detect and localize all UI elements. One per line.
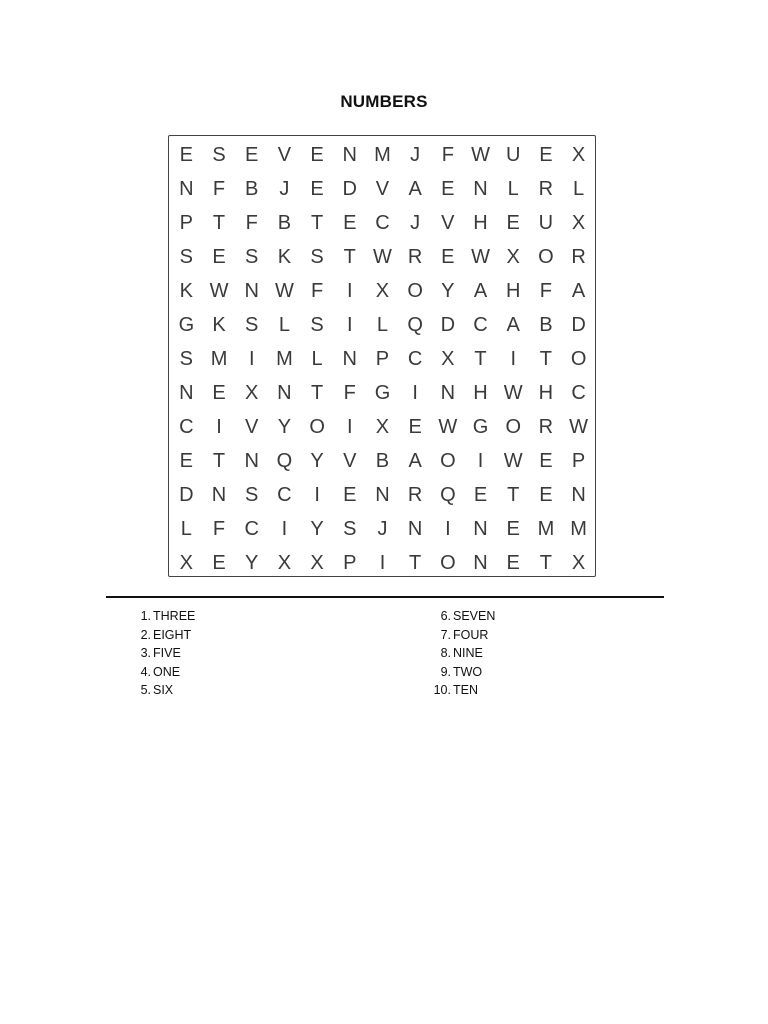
grid-letter[interactable]: K (179, 280, 194, 302)
grid-letter[interactable]: N (179, 178, 194, 200)
grid-letter[interactable]: H (473, 212, 488, 234)
grid-letter[interactable]: V (277, 144, 292, 166)
word-list-item (121, 626, 195, 645)
grid-row (170, 444, 595, 478)
word-search-grid (168, 135, 596, 577)
grid-letter[interactable]: E (506, 212, 520, 234)
grid-letter[interactable]: C (244, 518, 259, 540)
grid-letter[interactable]: E (343, 212, 357, 234)
grid-row (170, 512, 595, 546)
divider-line (106, 596, 664, 598)
word-number: 4. (140, 664, 151, 679)
word-text: TWO (453, 664, 483, 679)
grid-letter[interactable]: L (573, 178, 585, 200)
grid-row (170, 376, 595, 410)
grid-letter[interactable]: W (373, 246, 392, 268)
grid-letter[interactable]: N (211, 484, 227, 506)
grid-letter[interactable]: L (180, 518, 192, 540)
grid-letter[interactable]: I (248, 348, 255, 370)
grid-letter[interactable]: T (212, 212, 226, 234)
grid-row (170, 172, 595, 206)
grid-letter[interactable]: P (571, 450, 586, 472)
grid-letter[interactable]: E (473, 484, 488, 506)
grid-letter[interactable]: L (278, 314, 290, 336)
grid-letter[interactable]: F (245, 212, 258, 234)
word-text: FIVE (153, 646, 181, 661)
grid-letter[interactable]: W (503, 450, 523, 472)
grid-letter[interactable]: X (571, 212, 586, 234)
word-text: ONE (153, 664, 181, 679)
grid-letter[interactable]: H (505, 280, 521, 302)
grid-letter[interactable]: J (410, 144, 421, 166)
grid-letter[interactable]: A (408, 178, 422, 200)
grid-letter[interactable]: W (471, 144, 490, 166)
grid-letter[interactable]: C (571, 382, 586, 404)
grid-letter[interactable]: A (506, 314, 520, 336)
grid-letter[interactable]: I (347, 416, 353, 438)
grid-row (170, 478, 595, 512)
grid-letter[interactable]: E (506, 518, 520, 540)
grid-letter[interactable]: L (507, 178, 519, 200)
grid-letter[interactable]: N (179, 382, 194, 404)
grid-letter[interactable]: D (179, 484, 194, 506)
grid-letter[interactable]: G (374, 382, 391, 404)
grid-letter[interactable]: X (179, 552, 194, 574)
grid-letter[interactable]: Y (245, 552, 259, 574)
grid-letter[interactable]: V (343, 450, 357, 472)
grid-letter[interactable]: R (538, 416, 554, 438)
word-list-item (121, 681, 195, 700)
grid-letter[interactable]: I (347, 314, 353, 336)
grid-letter[interactable]: S (310, 314, 324, 336)
grid-letter[interactable]: X (310, 552, 324, 574)
grid-letter[interactable]: N (473, 178, 488, 200)
grid-letter[interactable]: Q (276, 450, 293, 472)
grid-letter[interactable]: X (506, 246, 520, 268)
grid-letter[interactable]: Y (310, 518, 324, 540)
grid-letter[interactable]: M (210, 348, 228, 370)
grid-letter[interactable]: I (477, 450, 484, 472)
grid-letter[interactable]: O (538, 246, 554, 268)
grid-letter[interactable]: E (441, 246, 455, 268)
grid-letter[interactable]: N (407, 518, 423, 540)
grid-letter[interactable]: X (571, 552, 586, 574)
grid-letter[interactable]: U (505, 144, 521, 166)
grid-letter[interactable]: B (375, 450, 390, 472)
grid-letter[interactable]: N (244, 280, 259, 302)
grid-letter[interactable]: O (505, 416, 521, 438)
grid-letter[interactable]: M (374, 144, 391, 166)
grid-letter[interactable]: X (245, 382, 259, 404)
grid-letter[interactable]: O (440, 450, 456, 472)
grid-letter[interactable]: P (375, 348, 390, 370)
grid-letter[interactable]: A (408, 450, 422, 472)
grid-letter[interactable]: Y (310, 450, 324, 472)
grid-letter[interactable]: S (310, 246, 324, 268)
grid-row (170, 410, 595, 444)
grid-letter[interactable]: R (571, 246, 586, 268)
grid-letter[interactable]: B (539, 314, 553, 336)
grid-letter[interactable]: S (179, 246, 194, 268)
grid-letter[interactable]: V (375, 178, 390, 200)
grid-letter[interactable]: E (539, 450, 553, 472)
grid-letter[interactable]: S (245, 246, 259, 268)
grid-letter[interactable]: M (276, 348, 293, 370)
grid-letter[interactable]: I (412, 382, 418, 404)
grid-letter[interactable]: W (503, 382, 523, 404)
word-text: TEN (453, 683, 478, 698)
word-number: 7. (440, 627, 451, 642)
grid-row (170, 274, 595, 308)
word-text: SEVEN (453, 609, 496, 623)
grid-letter[interactable]: P (343, 552, 357, 574)
grid-letter[interactable]: T (539, 552, 553, 574)
grid-letter[interactable]: F (212, 178, 226, 200)
grid-letter[interactable]: D (440, 314, 456, 336)
word-text: SIX (153, 683, 174, 698)
grid-letter[interactable]: N (277, 382, 292, 404)
grid-letter[interactable]: N (342, 144, 357, 166)
grid-letter[interactable]: T (474, 348, 487, 370)
grid-letter[interactable]: F (212, 518, 226, 540)
grid-letter[interactable]: B (245, 178, 259, 200)
grid-letter[interactable]: F (539, 280, 553, 302)
grid-letter[interactable]: E (212, 552, 226, 574)
grid-letter[interactable]: W (471, 246, 490, 268)
grid-letter[interactable]: X (375, 280, 390, 302)
page-title: NUMBERS (340, 92, 428, 111)
grid-letter[interactable]: W (209, 280, 229, 302)
grid-letter[interactable]: N (244, 450, 259, 472)
grid-letter[interactable]: P (179, 212, 194, 234)
grid-letter[interactable]: X (375, 416, 390, 438)
grid-letter[interactable]: V (245, 416, 259, 438)
word-text: THREE (153, 609, 196, 623)
grid-letter[interactable]: L (311, 348, 323, 370)
grid-letter[interactable]: I (216, 416, 222, 438)
word-number: 8. (440, 646, 451, 661)
grid-letter[interactable]: S (245, 314, 259, 336)
grid-letter[interactable]: R (538, 178, 554, 200)
grid-letter[interactable]: T (310, 212, 324, 234)
grid-letter[interactable]: D (571, 314, 586, 336)
grid-letter[interactable]: Q (407, 314, 423, 336)
grid-row (170, 308, 595, 342)
grid-letter[interactable]: J (410, 212, 421, 234)
grid-letter[interactable]: S (245, 484, 259, 506)
grid-letter[interactable]: I (281, 518, 288, 540)
word-list-item (121, 644, 195, 663)
grid-letter[interactable]: N (473, 552, 488, 574)
word-number: 2. (140, 627, 151, 642)
grid-letter[interactable]: H (473, 382, 488, 404)
grid-letter[interactable]: E (212, 246, 226, 268)
word-list-item (421, 681, 495, 700)
word-text: EIGHT (153, 627, 192, 642)
grid-letter[interactable]: E (343, 484, 357, 506)
grid-letter[interactable]: I (314, 484, 320, 506)
grid-letter[interactable]: E (310, 178, 324, 200)
grid-letter[interactable]: C (179, 416, 194, 438)
grid-letter[interactable]: N (342, 348, 357, 370)
grid-letter[interactable]: F (343, 382, 356, 404)
grid-letter[interactable]: S (212, 144, 226, 166)
grid-letter[interactable]: T (539, 348, 553, 370)
grid-letter[interactable]: T (212, 450, 226, 472)
grid-letter[interactable]: C (473, 314, 488, 336)
grid-letter[interactable]: E (539, 144, 553, 166)
grid-letter[interactable]: E (539, 484, 553, 506)
grid-letter[interactable]: K (212, 314, 226, 336)
grid-letter[interactable]: C (407, 348, 423, 370)
grid-letter[interactable]: X (441, 348, 455, 370)
grid-row (170, 240, 595, 274)
word-text: NINE (453, 646, 483, 661)
word-list-item (121, 663, 195, 682)
word-list-item (421, 626, 495, 645)
grid-letter[interactable]: V (441, 212, 455, 234)
grid-letter[interactable]: R (407, 246, 423, 268)
grid-letter[interactable]: T (507, 484, 520, 506)
word-list-item (421, 644, 495, 663)
grid-letter[interactable]: S (343, 518, 357, 540)
grid-letter[interactable]: O (570, 348, 587, 370)
word-text: FOUR (453, 627, 489, 642)
grid-letter[interactable]: E (245, 144, 259, 166)
grid-letter[interactable]: I (445, 518, 451, 540)
grid-letter[interactable]: I (379, 552, 386, 574)
word-list-right (421, 607, 495, 700)
grid-letter[interactable]: I (510, 348, 516, 370)
grid-letter[interactable]: F (441, 144, 454, 166)
grid-letter[interactable]: N (375, 484, 390, 506)
grid-letter[interactable]: G (178, 314, 195, 336)
grid-letter[interactable]: W (438, 416, 458, 438)
grid-letter[interactable]: B (277, 212, 292, 234)
grid-letter[interactable]: F (310, 280, 324, 302)
grid-letter[interactable]: O (407, 280, 423, 302)
word-list-left (121, 607, 195, 700)
word-number: 10. (433, 683, 451, 698)
grid-letter[interactable]: E (179, 144, 194, 166)
grid-letter[interactable]: E (212, 382, 226, 404)
grid-letter[interactable]: T (310, 382, 324, 404)
word-list-item (421, 607, 495, 626)
grid-letter[interactable]: Q (440, 484, 456, 506)
grid-letter[interactable]: J (279, 178, 290, 200)
word-list-item (421, 663, 495, 682)
grid-letter[interactable]: N (473, 518, 488, 540)
grid-letter[interactable]: N (571, 484, 586, 506)
grid-letter[interactable]: T (409, 552, 422, 574)
word-number: 1. (140, 609, 151, 623)
grid-letter[interactable]: J (377, 518, 388, 540)
grid-letter[interactable]: D (342, 178, 357, 200)
grid-letter[interactable]: N (440, 382, 456, 404)
grid-row (170, 342, 595, 376)
grid-letter[interactable]: C (277, 484, 292, 506)
grid-letter[interactable]: W (569, 416, 589, 438)
grid-letter[interactable]: A (571, 280, 586, 302)
grid-row (170, 206, 595, 240)
grid-letter[interactable]: X (277, 552, 292, 574)
grid-letter[interactable]: E (179, 450, 194, 472)
word-number: 6. (440, 609, 451, 623)
grid-letter[interactable]: M (570, 518, 587, 540)
grid-letter[interactable]: H (538, 382, 554, 404)
grid-letter[interactable]: C (375, 212, 390, 234)
grid-row (170, 138, 595, 172)
word-number: 5. (140, 683, 151, 698)
grid-letter[interactable]: W (274, 280, 294, 302)
grid-letter[interactable]: E (310, 144, 324, 166)
grid-letter[interactable]: O (440, 552, 456, 574)
grid-letter[interactable]: E (408, 416, 422, 438)
grid-letter[interactable]: M (537, 518, 555, 540)
word-list-item (121, 607, 195, 626)
grid-letter[interactable]: L (376, 314, 389, 336)
grid-letter[interactable]: E (506, 552, 520, 574)
grid-letter[interactable]: Y (277, 416, 292, 438)
grid-letter[interactable]: R (407, 484, 423, 506)
grid-letter[interactable]: K (277, 246, 292, 268)
grid-letter[interactable]: G (472, 416, 489, 438)
grid-letter[interactable]: Y (441, 280, 455, 302)
grid-letter[interactable]: I (347, 280, 353, 302)
grid-letter[interactable]: O (309, 416, 325, 438)
grid-letter[interactable]: U (538, 212, 554, 234)
grid-row (170, 546, 595, 580)
grid-letter[interactable]: E (441, 178, 455, 200)
grid-letter[interactable]: S (179, 348, 194, 370)
grid-letter[interactable]: T (343, 246, 356, 268)
grid-letter[interactable]: X (571, 144, 586, 166)
word-number: 9. (440, 664, 451, 679)
grid-letter[interactable]: A (473, 280, 488, 302)
word-number: 3. (140, 646, 151, 661)
